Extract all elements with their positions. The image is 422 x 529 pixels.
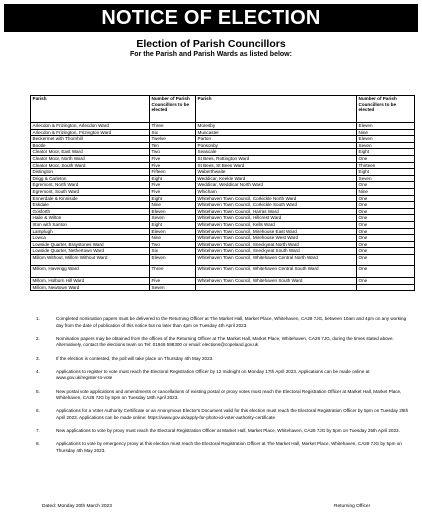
page-title: Election of Parish Councillors [136, 38, 286, 50]
parish-name: Waberthwaite [196, 169, 357, 176]
parish-name: Millom, Haverigg Ward [31, 266, 150, 278]
councillor-count: Eleven [357, 123, 415, 130]
councillor-count: One [357, 208, 415, 215]
parish-name: Lowside Quarter, Nethertown Ward [31, 248, 150, 255]
header-count-left: Number of Parish Councillors to be elected [150, 96, 196, 123]
councillor-count: Eight [150, 195, 196, 202]
councillor-count: One [357, 202, 415, 209]
header-count-right: Number of Parish Councillors to be elected [357, 96, 415, 123]
parish-table [30, 95, 415, 291]
note-number: 1. [36, 316, 40, 321]
parish-name: Whitehaven Town Council, Whitehaven South Ward [196, 278, 357, 285]
table-row [31, 175, 415, 182]
parish-name: Bootle [31, 142, 150, 149]
table-row [31, 228, 415, 235]
councillor-count: Eight [357, 169, 415, 176]
note-text: Completed nomination papers must be delivered to the Returning Officer at The Market Hall, Market Place, Whitehaven, CA28 7JG, between 10am and 4pm on any working day from the date of publication of this notice but no later than 4pm on Tuesday 4th April 2023. [56, 316, 407, 328]
header-parish-left: Parish [31, 96, 150, 123]
note-item [36, 408, 410, 421]
councillor-count: One [357, 228, 415, 235]
councillor-count: One [357, 235, 415, 242]
page-subtitle: For the Parish and Parish Wards as listed below: [130, 51, 292, 58]
note-text: Applications for a Voter Authority Certificate or an Anonymous Elector's Document valid for this election must reach the Electoral Registration Officer by 5pm on Tuesday 25th April 2023. Applications can be made online: https://www.gov.uk/apply-for-photo-id-voter-authority-certificate [56, 408, 409, 420]
parish-name: Arlecdon & Frizington, Arlecdon Ward [31, 123, 150, 130]
table-row [31, 254, 415, 266]
councillor-count: One [357, 155, 415, 162]
parish-name: Weddicar, Weddicar North Ward [196, 182, 357, 189]
councillor-count: Eleven [150, 254, 196, 266]
returning-officer-label: Returning Officer [334, 504, 371, 509]
parish-name: Moresby [196, 123, 357, 130]
parish-name: Cleator Moor, East Ward [31, 149, 150, 156]
table-row [31, 202, 415, 209]
note-number: 8. [36, 441, 40, 447]
councillor-count: Five [150, 162, 196, 169]
note-item [36, 441, 410, 454]
note-item [36, 369, 410, 382]
note-item [36, 316, 410, 329]
note-text: Applications to vote by emergency proxy at this election must reach the Electoral Registration Officer at The Market Hall, Market Place, Whitehaven, CA28 7JG by 5pm on Thursday 4th May 2023. [56, 441, 402, 453]
councillor-count [357, 284, 415, 291]
councillor-count: One [357, 195, 415, 202]
note-number: 6. [36, 408, 40, 414]
parish-name: Seascale [196, 149, 357, 156]
councillor-count: Nine [357, 188, 415, 195]
parish-name: Whitehaven Town Council, Sneckyeat North Ward [196, 241, 357, 248]
note-item [36, 389, 410, 402]
note-number: 3. [36, 355, 40, 361]
note-number: 5. [36, 388, 40, 394]
parish-name: Whitehaven Town Council, Mirehouse East Ward [196, 228, 357, 235]
councillor-count: Thirteen [357, 162, 415, 169]
note-text: New postal vote applications and amendments or cancellations of existing postal or proxy votes must reach the Electoral Registration Officer at Market Hall, Market Place, Whitehaven, CA28 7JG by 5pm on Tuesday 18th April 2023. [56, 388, 402, 401]
parish-name: Weddicar, Keekle Ward [196, 175, 357, 182]
councillor-count: Three [150, 266, 196, 278]
table-row [31, 195, 415, 202]
councillor-count: One [357, 266, 415, 278]
parish-name: Distington [31, 169, 150, 176]
table-row [31, 123, 415, 130]
parish-name: Arlecdon & Frizington, Frizington Ward [31, 129, 150, 136]
councillor-count: Twelve [150, 136, 196, 143]
councillor-count: Fifteen [150, 169, 196, 176]
header-parish-right: Parish [196, 96, 357, 123]
note-text: If the election is contested, the poll will take place on Thursday 4th May 2023. [56, 355, 214, 361]
table-row [31, 284, 415, 291]
parish-name: Millom Without, Millom Without Ward [31, 254, 150, 266]
note-item [36, 428, 410, 435]
councillor-count: Seven [357, 142, 415, 149]
note-number: 7. [36, 428, 40, 434]
parish-name [196, 284, 357, 291]
councillor-count: Two [150, 149, 196, 156]
notice-banner: NOTICE OF ELECTION [4, 4, 418, 32]
notes-list [36, 316, 410, 461]
note-number: 2. [36, 335, 40, 341]
parish-name: Gosforth [31, 208, 150, 215]
table-row [31, 149, 415, 156]
parish-name: Millom, Newtown Ward [31, 284, 150, 291]
parish-name: St Bees, St Bees Ward [196, 162, 357, 169]
parish-name: Whitehaven Town Council, Corkickle South Ward [196, 202, 357, 209]
councillor-count: Eight [357, 149, 415, 156]
parish-name: Whitehaven Town Council, Whitehaven Central South Ward [196, 266, 357, 278]
parish-name: Cleator Moor, North Ward [31, 155, 150, 162]
councillor-count: Nine [150, 235, 196, 242]
councillor-count: Five [150, 188, 196, 195]
parish-name: Irton with Santon [31, 221, 150, 228]
table-row [31, 215, 415, 222]
table-row [31, 208, 415, 215]
table-row [31, 248, 415, 255]
parish-name: Whitehaven Town Council, Hillcrest Ward [196, 215, 357, 222]
parish-name: Whitehaven Town Council, Mirehouse West Ward [196, 235, 357, 242]
councillor-count: Two [150, 241, 196, 248]
table-row [31, 169, 415, 176]
table-row [31, 142, 415, 149]
parish-name: Haile & Wilton [31, 215, 150, 222]
councillor-count: Six [150, 248, 196, 255]
parish-name: Eskdale [31, 202, 150, 209]
councillor-count: Nine [150, 202, 196, 209]
parish-name: Muncaster [196, 129, 357, 136]
councillor-count: One [357, 221, 415, 228]
table-row [31, 162, 415, 169]
parish-name: Drigg & Carleton [31, 175, 150, 182]
table-row [31, 136, 415, 143]
councillor-count: Six [150, 129, 196, 136]
parish-name: Whicham [196, 188, 357, 195]
councillor-count: Eight [150, 175, 196, 182]
councillor-count: One [357, 278, 415, 285]
parish-name: Beckermet with Thornhill [31, 136, 150, 143]
councillor-count: Nine [357, 129, 415, 136]
parish-name: St Bees, Rottington Ward [196, 155, 357, 162]
councillor-count: Five [150, 278, 196, 285]
table-row [31, 155, 415, 162]
parish-name: Whitehaven Town Council, Sneckyeat South Ward [196, 248, 357, 255]
councillor-count: Seven [357, 175, 415, 182]
note-text: Nomination papers may be obtained from the offices of the Returning Officer at The Market Hall, Market Place, Whitehaven, CA28 7JG, during the times stated above. Alternatively, contact the elections team on Tel: 01946 598300 or email: elections@copeland.gov.uk [56, 335, 394, 348]
councillor-count: Seven [150, 284, 196, 291]
councillor-count: Five [150, 182, 196, 189]
note-number: 4. [36, 368, 40, 374]
councillor-count: Five [150, 155, 196, 162]
councillor-count: One [357, 254, 415, 266]
note-item [36, 356, 410, 363]
councillor-count: Seven [150, 215, 196, 222]
councillor-count: Eight [150, 221, 196, 228]
table-row [31, 235, 415, 242]
councillor-count: One [357, 182, 415, 189]
councillor-count: One [357, 248, 415, 255]
councillor-count: Three [150, 123, 196, 130]
parish-name: Egremont, North Ward [31, 182, 150, 189]
parish-name: Whitehaven Town Council, Harras Ward [196, 208, 357, 215]
parish-name: Ennerdale & Kinniside [31, 195, 150, 202]
parish-name: Lowca [31, 235, 150, 242]
parish-name: Parton [196, 136, 357, 143]
parish-name: Cleator Moor, South Ward [31, 162, 150, 169]
table-header-row [31, 96, 415, 123]
parish-name: Lowside Quarter, Braystones Ward [31, 241, 150, 248]
parish-name: Whitehaven Town Council, Corkickle North Ward [196, 195, 357, 202]
table-row [31, 278, 415, 285]
note-text: Applications to register to vote must reach the Electoral Registration Officer by 12 midnight on Monday 17th April 2023. Applications can be made online at www.gov.uk/register-to-vote [56, 368, 370, 381]
date-line: Dated: Monday 20th March 2023 [42, 504, 112, 509]
parish-name: Whitehaven Town Council, Whitehaven Central North Ward [196, 254, 357, 266]
parish-name: Whitehaven Town Council, Kells Ward [196, 221, 357, 228]
councillor-count: One [357, 241, 415, 248]
parish-name: Egremont, South Ward [31, 188, 150, 195]
councillor-count: Eleven [150, 208, 196, 215]
table-row [31, 182, 415, 189]
table-row [31, 221, 415, 228]
councillor-count: Eleven [357, 136, 415, 143]
table-row [31, 188, 415, 195]
table-row [31, 266, 415, 278]
parish-name: Ponsonby [196, 142, 357, 149]
note-item [36, 336, 410, 349]
councillor-count: Eleven [150, 228, 196, 235]
parish-name: Lamplugh [31, 228, 150, 235]
table-row [31, 129, 415, 136]
note-text: New applications to vote by proxy must reach the Electoral Registration Officer at Market Hall, Market Place, Whitehaven, CA28 7JG by 5pm on Tuesday 25th April 2023. [56, 428, 400, 434]
parish-name: Millom, Holborn Hill Ward [31, 278, 150, 285]
table-row [31, 241, 415, 248]
councillor-count: Ten [150, 142, 196, 149]
councillor-count: One [357, 215, 415, 222]
